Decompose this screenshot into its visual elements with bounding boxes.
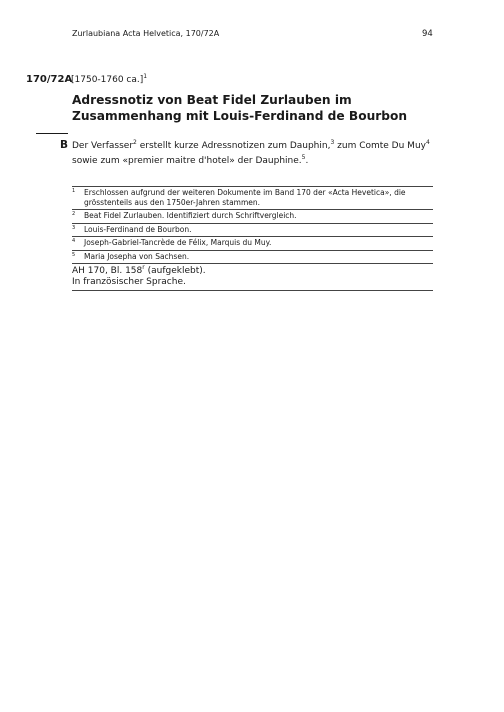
page-number: 94: [422, 29, 433, 39]
body-text-segment: .: [305, 156, 309, 166]
source-superscript: r: [142, 264, 145, 271]
body-text-segment: sowie zum «premier maitre d'hotel» der Dauphine.: [72, 156, 302, 166]
footnote-number: 3: [72, 224, 76, 231]
body-text-segment: zum Comte Du Muy: [334, 141, 426, 151]
footnote-number: 5: [72, 251, 76, 258]
document-title: Adressnotiz von Beat Fidel Zurlauben im Zusammenhang mit Louis-Ferdinand de Bourbon: [72, 93, 408, 123]
body-text-segment: Der Verfasser: [72, 141, 134, 151]
footnote-text: Louis-Ferdinand de Bourbon.: [84, 224, 192, 234]
entry-date: [71, 75, 147, 85]
footnotes-block: [72, 186, 433, 291]
body-text-segment: erstellt kurze Adressnotizen zum Dauphin,: [136, 141, 331, 151]
footnote: [72, 236, 433, 250]
footnote-text: Maria Josepha von Sachsen.: [84, 251, 190, 261]
footnote-number: 4: [72, 238, 76, 244]
entry-date-text: [1750-1760 ca.]: [71, 75, 144, 85]
footnote: [72, 186, 433, 209]
footnote-number: 2: [72, 211, 76, 217]
footnote-text: Beat Fidel Zurlauben. Identifiziert durch Schriftvergleich.: [84, 211, 297, 220]
running-head: Zurlaubiana Acta Helvetica, 170/72A: [72, 29, 220, 38]
footnote-text: Joseph-Gabriel-Tancrède de Félix, Marquis du Muy.: [84, 238, 272, 247]
footnote-number: 1: [72, 188, 76, 194]
entry-number: 170/72A: [26, 74, 73, 85]
section-letter: B: [60, 139, 69, 151]
footnote-ref: 2: [133, 139, 137, 146]
footnote-ref: 1: [143, 73, 148, 80]
footnote-text: Erschlossen aufgrund der weiteren Dokumente im Band 170 der «Acta Hevetica», die grösstenteils aus den 1750er-Jahren stammen.: [84, 188, 406, 207]
body-paragraph: [72, 139, 444, 169]
source-remark: (aufgeklebt).: [144, 266, 206, 276]
source-line: [72, 266, 433, 277]
footnote: [72, 223, 433, 237]
footnote-ref: 4: [425, 139, 430, 146]
footnote-ref: 5: [301, 154, 306, 161]
source-note: [72, 263, 433, 291]
footnote: [72, 250, 433, 264]
source-reference: AH 170, Bl. 158: [72, 266, 143, 276]
source-language: In französischer Sprache.: [72, 277, 186, 287]
footnote: [72, 209, 433, 223]
footnote-ref: 3: [330, 139, 335, 146]
section-rule: [36, 133, 68, 134]
